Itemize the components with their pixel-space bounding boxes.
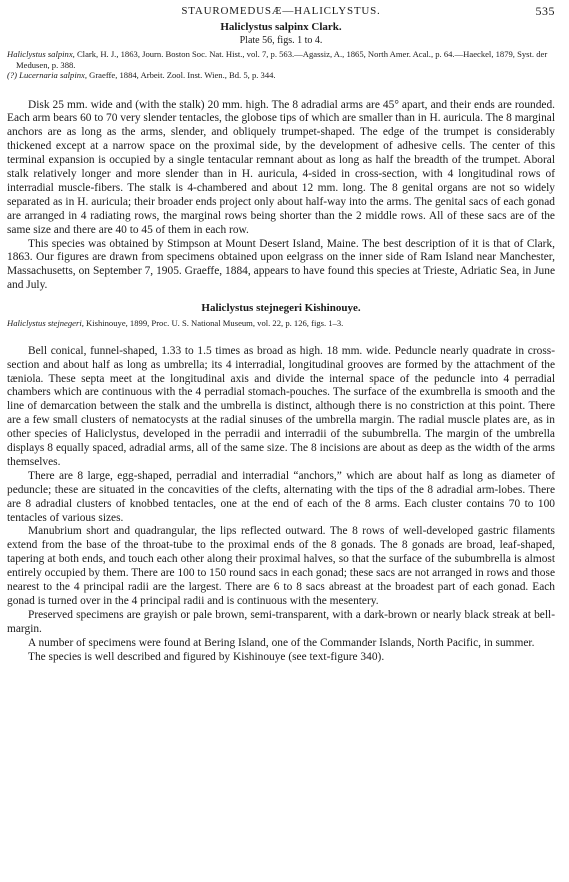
plate-reference: Plate 56, figs. 1 to 4. xyxy=(239,35,323,46)
description-stejnegeri xyxy=(7,345,555,665)
body-paragraph: A number of specimens were found at Bering Island, one of the Commander Islands, North Pacific, in summer. xyxy=(28,636,535,649)
page-number: 535 xyxy=(535,4,555,18)
body-paragraph: Manubrium short and quadrangular, the lips reflected outward. The 8 rows of well-developed gastric filaments extend from the base of the throat-tube to the proximal ends of the 8 gonads. The 8 gonads are broad, leaf-shaped, tapering at both ends, and touch each other along their proximal halves, so that the surface of the subumbrella is almost entirely occupied by them. There are 100 to 150 round sacs in each gonad; these sacs are not arranged in rows and those nearest to the 4 principal radii are the largest. There are 6 to 8 sacs abreast at the broadest part of each gonad. Each gonad is turned over in the 4 principal radii and is continuous with the mesentery. xyxy=(7,525,555,607)
synonymy-entry xyxy=(7,49,555,70)
synonym-name: (?) Lucernaria salpinx, xyxy=(7,70,87,80)
description-salpinx xyxy=(7,99,555,294)
body-paragraph: The species is well described and figured by Kishinouye (see text-figure 340). xyxy=(28,650,385,663)
synonymy-entry xyxy=(7,318,555,329)
body-paragraph: Preserved specimens are grayish or pale brown, semi-transparent, with a dark-brown or nearly black streak at bell-margin. xyxy=(7,608,555,635)
species-heading-stejnegeri: Haliclystus stejnegeri Kishinouye. xyxy=(201,302,361,315)
synonymy-stejnegeri xyxy=(7,318,555,329)
synonym-citation: Graeffe, 1884, Arbeit. Zool. Inst. Wien., Bd. 5, p. 344. xyxy=(86,70,276,80)
running-head-title: STAUROMEDUSÆ—HALICLYSTUS. xyxy=(181,5,381,17)
body-paragraph: Disk 25 mm. wide and (with the stalk) 20 mm. high. The 8 adradial arms are 45° apart, and their ends are rounded. Each arm bears 60 to 70 very slender tentacles, the globose tips of which are smaller than in H. auricula. The 8 marginal anchors are as long as the arms, slender, and obliquely trumpet-shaped. The edge of the trumpet is considerably thickened except at a narrow space on the proximal side, by the development of adhesive cells. The center of this terminal expansion is occupied by a single tentacular remnant about as long as half the breadth of the trumpet. Aboral stalk relatively longer and more slender than in H. auricula, 4-sided in cross-section, with 4 longitudinal rows of interradial muscle-fibers. The stalk is 4-chambered and about 12 mm. long. The 8 genital organs are not so widely separated as in H. auricula; their broader ends project only about half-way into the arms. The genital sacs of each gonad are arranged in 4 radiating rows, the marginal rows being shorter than the 2 middle rows. All of these sacs are of the same size and there are 40 to 45 of them in each row. xyxy=(7,98,555,236)
synonym-name: Haliclystus salpinx, xyxy=(7,49,75,59)
synonym-citation: Clark, H. J., 1863, Journ. Boston Soc. Nat. Hist., vol. 7, p. 563.—Agassiz, A., 1865, North Amer. Acal., p. 64.—Haeckel, 1879, Syst. der Medusen, p. 388. xyxy=(16,49,548,70)
species-heading-salpinx: Haliclystus salpinx Clark. xyxy=(220,21,342,33)
synonym-citation: Kishinouye, 1899, Proc. U. S. National Museum, vol. 22, p. 126, figs. 1–3. xyxy=(83,318,344,329)
synonym-name: Haliclystus stejnegeri, xyxy=(7,318,84,329)
body-paragraph: Bell conical, funnel-shaped, 1.33 to 1.5 times as broad as high. 18 mm. wide. Peduncle nearly quadrate in cross-section and about half as long as umbrella; its 4 interradial, longitudinal grooves are formed by the attachment of the tæniola. These septa meet at the longitudinal axis and divide the internal space of the peduncle into 4 perradial chambers which are continuous with the 4 perradial stomach-pouches. The surface of the exumbrella is smooth and the line of demarcation between the stalk and the umbrella is distinct, although there is no constriction at this point. There are a few small clusters of nematocysts at the radial sinuses of the umbrella margin. The radial muscle plates are, as in other species of Haliclystus, developed in the perradii and interradii of the subumbrella. The margin of the umbrella displays 8 equally spaced, adradial arms, all of the same size. The 8 incisions are about as deep as the width of the arms themselves. xyxy=(7,344,555,468)
synonymy-salpinx xyxy=(7,49,555,81)
body-paragraph: This species was obtained by Stimpson at Mount Desert Island, Maine. The best description of it is that of Clark, 1863. Our figures are drawn from specimens obtained upon eelgrass on the inner side of Ram Island near Manchester, Massachusetts, on September 7, 1905. Graeffe, 1884, appears to have found this species at Trieste, Adriatic Sea, in June and July. xyxy=(7,237,555,292)
synonymy-entry xyxy=(7,70,555,81)
body-paragraph: There are 8 large, egg-shaped, perradial and interradial “anchors,” which are about half as long as diameter of peduncle; these are situated in the concavities of the clefts, alternating with the tips of the 8 adradial arm-lobes. There are 8 adradial clusters of knobbed tentacles, one at the end of each of the 8 arms. Each cluster contains 70 to 100 tentacles of various sizes. xyxy=(7,469,555,524)
running-head xyxy=(7,5,555,21)
